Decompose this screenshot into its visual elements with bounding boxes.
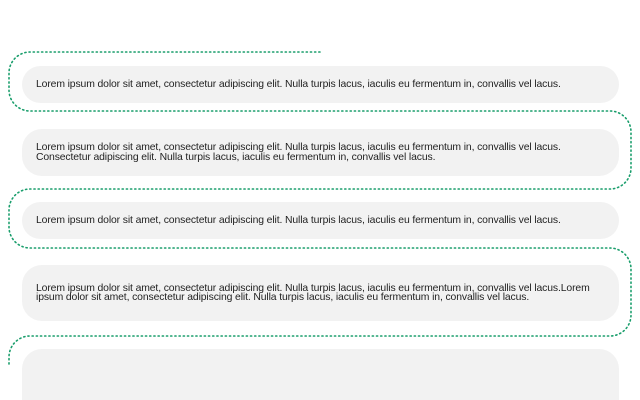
timeline-item (22, 265, 619, 321)
timeline-item (22, 66, 619, 103)
timeline-item (22, 129, 619, 176)
timeline-item-text: Lorem ipsum dolor sit amet, consectetur adipiscing elit. Nulla turpis lacus, iaculis eu fermentum in, convallis vel lacus. (36, 214, 561, 226)
timeline-item (22, 202, 619, 239)
timeline-item-text: Lorem ipsum dolor sit amet, consectetur adipiscing elit. Nulla turpis lacus, iaculis eu fermentum in, convallis vel lacus. (36, 78, 561, 90)
timeline-item-text: Lorem ipsum dolor sit amet, consectetur adipiscing elit. Nulla turpis lacus, iaculis eu fermentum in, convallis vel lacus. Consectetur adipiscing elit. Nulla turpis lacus, iaculis eu fermentum in, convallis vel lacus. (36, 142, 561, 163)
timeline-item (22, 349, 619, 400)
timeline-item-text: Lorem ipsum dolor sit amet, consectetur adipiscing elit. Nulla turpis lacus, iaculis eu fermentum in, convallis vel lacus.Lorem ipsum dolor sit amet, consectetur adipiscing elit. Nulla turpis lacus, iaculis eu fermentum in, convallis vel lacus. (36, 282, 590, 303)
